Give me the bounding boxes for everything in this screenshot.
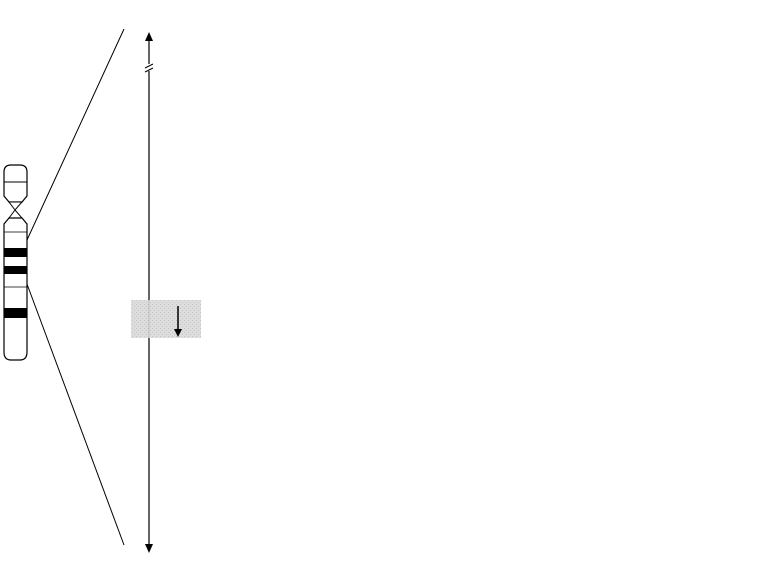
contig-map [131, 32, 201, 553]
chromosome-dark-band [4, 308, 27, 318]
nf2-gene-region [131, 300, 201, 338]
chromosome-long-arm [4, 218, 27, 360]
chromosome-dark-band [4, 248, 27, 257]
chromosome-dark-band [4, 266, 27, 274]
chromosome-short-arm [4, 165, 27, 202]
arrow-up-icon [145, 32, 153, 41]
zoom-line-bottom [27, 284, 124, 545]
chromosome-ideogram [4, 29, 124, 545]
chromosome-centromere [9, 202, 22, 218]
zoom-line-top [27, 29, 124, 240]
arrow-down-icon [145, 544, 153, 553]
